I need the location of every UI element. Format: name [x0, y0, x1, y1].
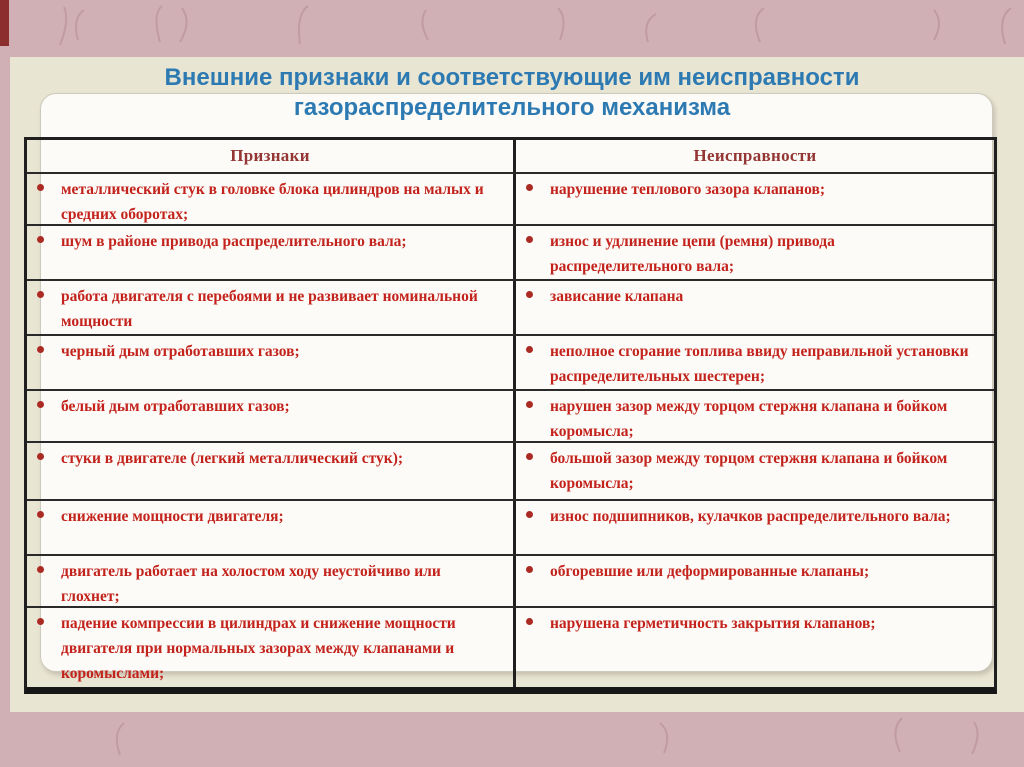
- table-row: [27, 499, 994, 554]
- bullet-icon: [27, 226, 53, 243]
- fault-cell: [513, 501, 994, 554]
- fault-text: износ и удлинение цепи (ремня) привода распределительного вала;: [550, 233, 835, 275]
- bullet-icon: [516, 391, 542, 408]
- table-row: [27, 389, 994, 441]
- fault-text: нарушен зазор между торцом стержня клапана и бойком коромысла;: [550, 398, 948, 440]
- bullet-icon: [27, 281, 53, 298]
- bullet-icon: [27, 391, 53, 408]
- bullet-icon: [27, 556, 53, 573]
- sign-cell: [27, 336, 513, 389]
- sign-cell: [27, 174, 513, 224]
- sign-cell: [27, 443, 513, 499]
- fault-text: износ подшипников, кулачков распределительного вала;: [550, 508, 951, 525]
- bullet-icon: [27, 443, 53, 460]
- sign-text: работа двигателя с перебоями и не развивает номинальной мощности: [61, 288, 478, 330]
- bullet-icon: [516, 608, 542, 625]
- table-row: [27, 554, 994, 606]
- sign-cell: [27, 608, 513, 687]
- sign-text: двигатель работает на холостом ходу неустойчиво или глохнет;: [61, 563, 441, 605]
- sign-text: шум в районе привода распределительного вала;: [61, 233, 407, 250]
- bullet-icon: [27, 608, 53, 625]
- column-header-signs: Признаки: [230, 146, 310, 165]
- sign-text: падение компрессии в цилиндрах и снижение мощности двигателя при нормальных зазорах между клапанами и коромыслами;: [61, 615, 456, 682]
- table-row: [27, 334, 994, 389]
- table-row: [27, 224, 994, 279]
- fault-cell: [513, 391, 994, 441]
- bullet-icon: [516, 443, 542, 460]
- bullet-icon: [516, 174, 542, 191]
- table-row: [27, 279, 994, 334]
- fault-text: неполное сгорание топлива ввиду неправильной установки распределительных шестерен;: [550, 343, 969, 385]
- sign-text: снижение мощности двигателя;: [61, 508, 284, 525]
- slide-title-line1: Внешние признаки и соответствующие им неисправности: [164, 64, 860, 91]
- sign-text: белый дым отработавших газов;: [61, 398, 290, 415]
- sign-cell: [27, 501, 513, 554]
- bullet-icon: [27, 501, 53, 518]
- bullet-icon: [516, 501, 542, 518]
- slide-title-line2: газораспределительного механизма: [293, 94, 731, 121]
- sign-text: металлический стук в головке блока цилиндров на малых и средних оборотах;: [61, 181, 484, 223]
- fault-text: большой зазор между торцом стержня клапана и бойком коромысла;: [550, 450, 948, 492]
- fault-cell: [513, 556, 994, 606]
- sign-cell: [27, 391, 513, 441]
- bullet-icon: [516, 281, 542, 298]
- sign-cell: [27, 281, 513, 334]
- table-row: [27, 441, 994, 499]
- sign-text: черный дым отработавших газов;: [61, 343, 300, 360]
- sign-cell: [27, 226, 513, 279]
- fault-text: обгоревшие или деформированные клапаны;: [550, 563, 870, 580]
- fault-cell: [513, 443, 994, 499]
- table-row: [27, 172, 994, 224]
- bullet-icon: [516, 556, 542, 573]
- bullet-icon: [27, 336, 53, 353]
- sign-cell: [27, 556, 513, 606]
- fault-text: нарушение теплового зазора клапанов;: [550, 181, 825, 198]
- symptoms-faults-table: [24, 137, 997, 694]
- table-row: [27, 606, 994, 687]
- left-edge-accent: [0, 0, 9, 46]
- fault-cell: [513, 226, 994, 279]
- fault-cell: [513, 608, 994, 687]
- fault-cell: [513, 281, 994, 334]
- sign-text: стуки в двигателе (легкий металлический стук);: [61, 450, 404, 467]
- table-header-row: [27, 140, 994, 172]
- fault-text: зависание клапана: [550, 288, 684, 305]
- fault-text: нарушена герметичность закрытия клапанов;: [550, 615, 876, 632]
- fault-cell: [513, 174, 994, 224]
- bullet-icon: [516, 226, 542, 243]
- bullet-icon: [516, 336, 542, 353]
- table-body: [27, 172, 994, 687]
- bullet-icon: [27, 174, 53, 191]
- slide-title: [0, 63, 1024, 123]
- column-header-faults: Неисправности: [513, 140, 994, 172]
- fault-cell: [513, 336, 994, 389]
